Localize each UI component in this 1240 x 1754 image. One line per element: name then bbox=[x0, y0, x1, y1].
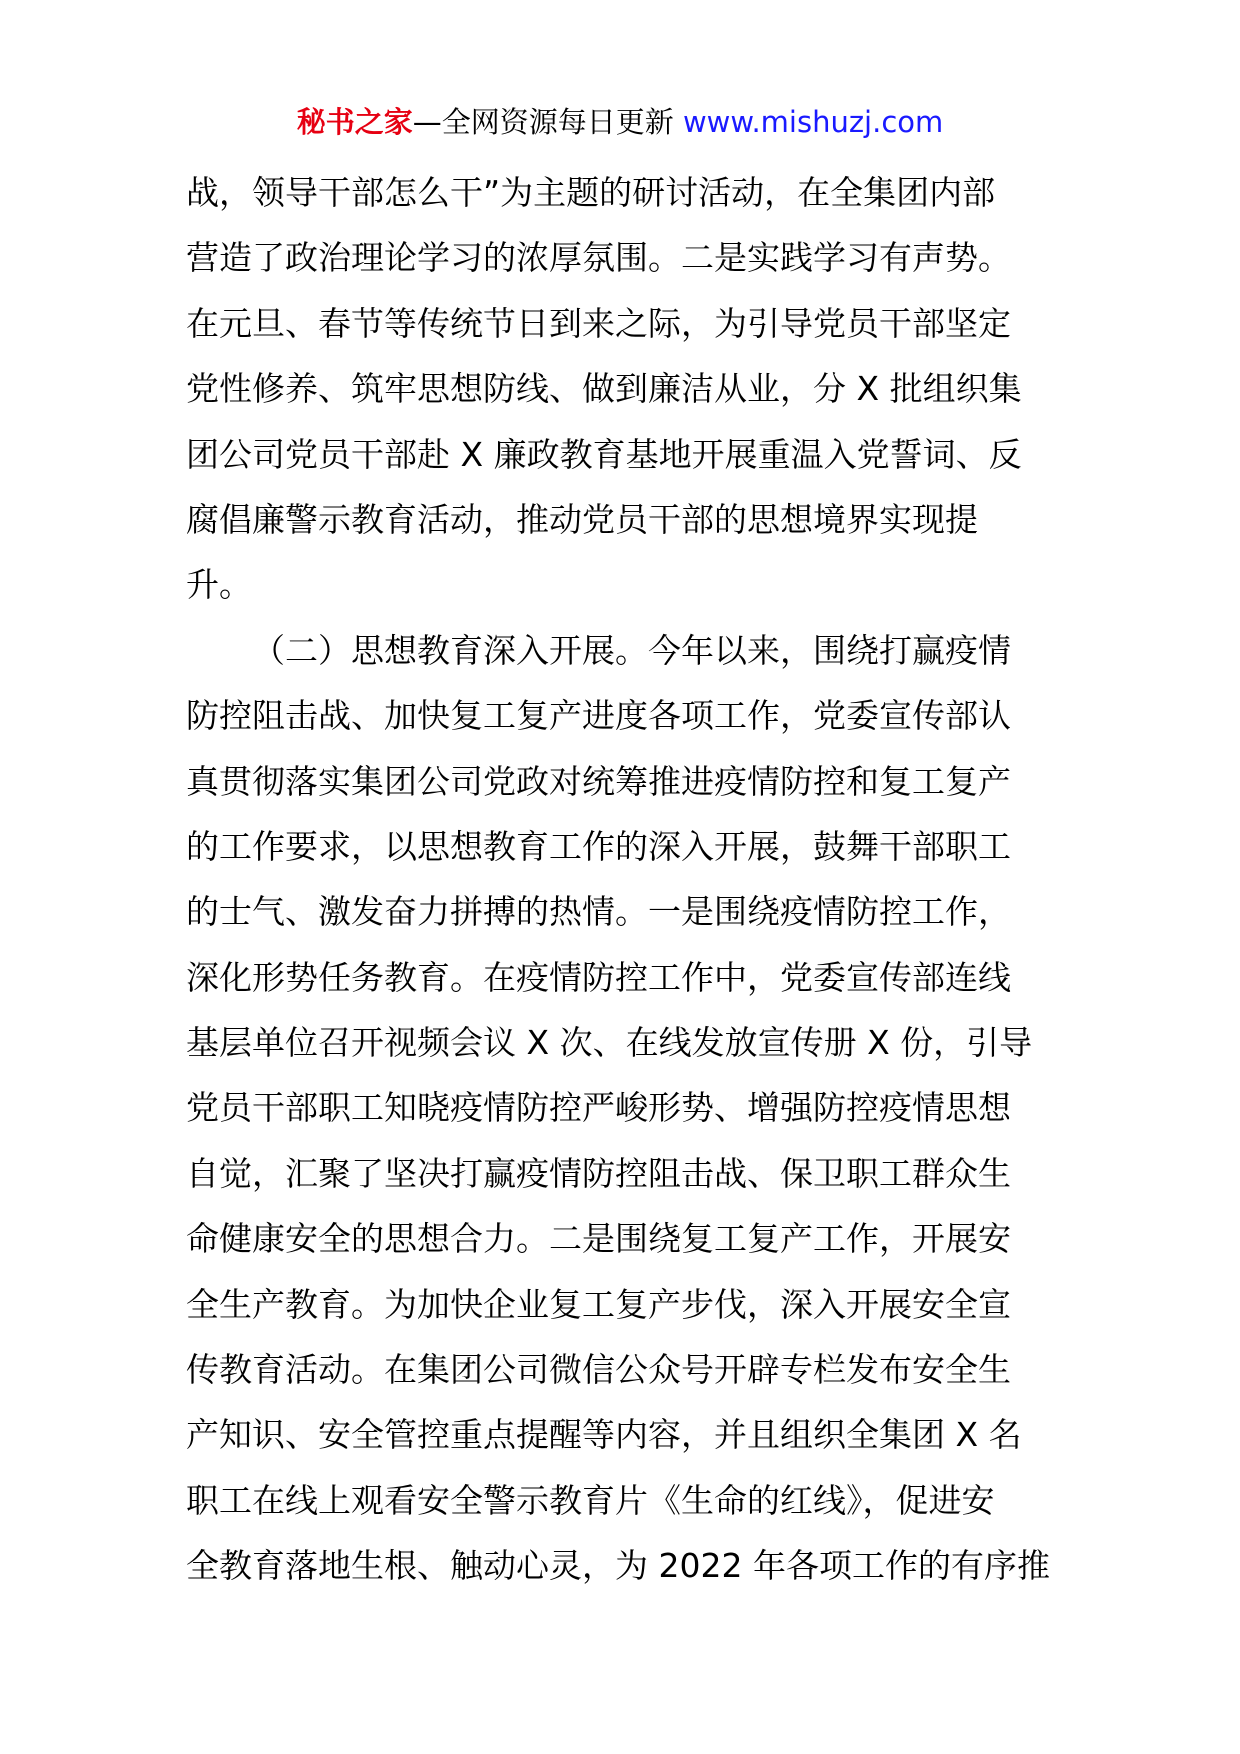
text-line: 在元旦、春节等传统节日到来之际，为引导党员干部坚定 bbox=[186, 303, 1011, 343]
document-body bbox=[186, 160, 1056, 1599]
text-line: 的士气、激发奋力拼搏的热情。一是围绕疫情防控工作， bbox=[186, 892, 1011, 932]
text-line: 传教育活动。在集团公司微信公众号开辟专栏发布安全生 bbox=[186, 1350, 1011, 1390]
text-line: 战，领导干部怎么干”为主题的研讨活动，在全集团内部 bbox=[186, 173, 996, 212]
brand-name: 秘书之家 bbox=[296, 105, 413, 139]
text-line: 自觉，汇聚了坚决打赢疫情防控阻击战、保卫职工群众生 bbox=[186, 1153, 1011, 1193]
text-line: 团公司党员干部赴 X 廉政教育基地开展重温入党誓词、反 bbox=[186, 434, 1022, 474]
page-header bbox=[0, 100, 1240, 144]
header-tagline: —全网资源每日更新 bbox=[412, 105, 674, 139]
text-line: 命健康安全的思想合力。二是围绕复工复产工作，开展安 bbox=[186, 1219, 1011, 1259]
site-url[interactable]: www.mishuzj.com bbox=[682, 105, 944, 139]
text-line: 全教育落地生根、触动心灵，为 2022 年各项工作的有序推 bbox=[186, 1546, 1050, 1586]
text-line: 党性修养、筑牢思想防线、做到廉洁从业，分 X 批组织集 bbox=[186, 369, 1022, 409]
text-line: 真贯彻落实集团公司党政对统筹推进疫情防控和复工复产 bbox=[186, 761, 1011, 801]
text-line: 产知识、安全管控重点提醒等内容，并且组织全集团 X 名 bbox=[186, 1415, 1022, 1455]
text-line: 防控阻击战、加快复工复产进度各项工作，党委宣传部认 bbox=[186, 696, 1011, 736]
text-line: 深化形势任务教育。在疫情防控工作中，党委宣传部连线 bbox=[186, 957, 1011, 997]
text-line: 升。 bbox=[186, 565, 252, 605]
text-line: 腐倡廉警示教育活动，推动党员干部的思想境界实现提 bbox=[186, 499, 978, 539]
text-line: 基层单位召开视频会议 X 次、在线发放宣传册 X 份，引导 bbox=[186, 1023, 1033, 1063]
text-line: 党员干部职工知晓疫情防控严峻形势、增强防控疫情思想 bbox=[186, 1088, 1011, 1128]
text-line: 的工作要求，以思想教育工作的深入开展，鼓舞干部职工 bbox=[186, 826, 1011, 866]
text-line: 职工在线上观看安全警示教育片《生命的红线》，促进安 bbox=[186, 1480, 995, 1520]
section-heading-line: （二）思想教育深入开展。今年以来，围绕打赢疫情 bbox=[252, 630, 1011, 670]
text-line: 营造了政治理论学习的浓厚氛围。二是实践学习有声势。 bbox=[186, 238, 1011, 278]
text-line: 全生产教育。为加快企业复工复产步伐，深入开展安全宣 bbox=[186, 1284, 1011, 1324]
